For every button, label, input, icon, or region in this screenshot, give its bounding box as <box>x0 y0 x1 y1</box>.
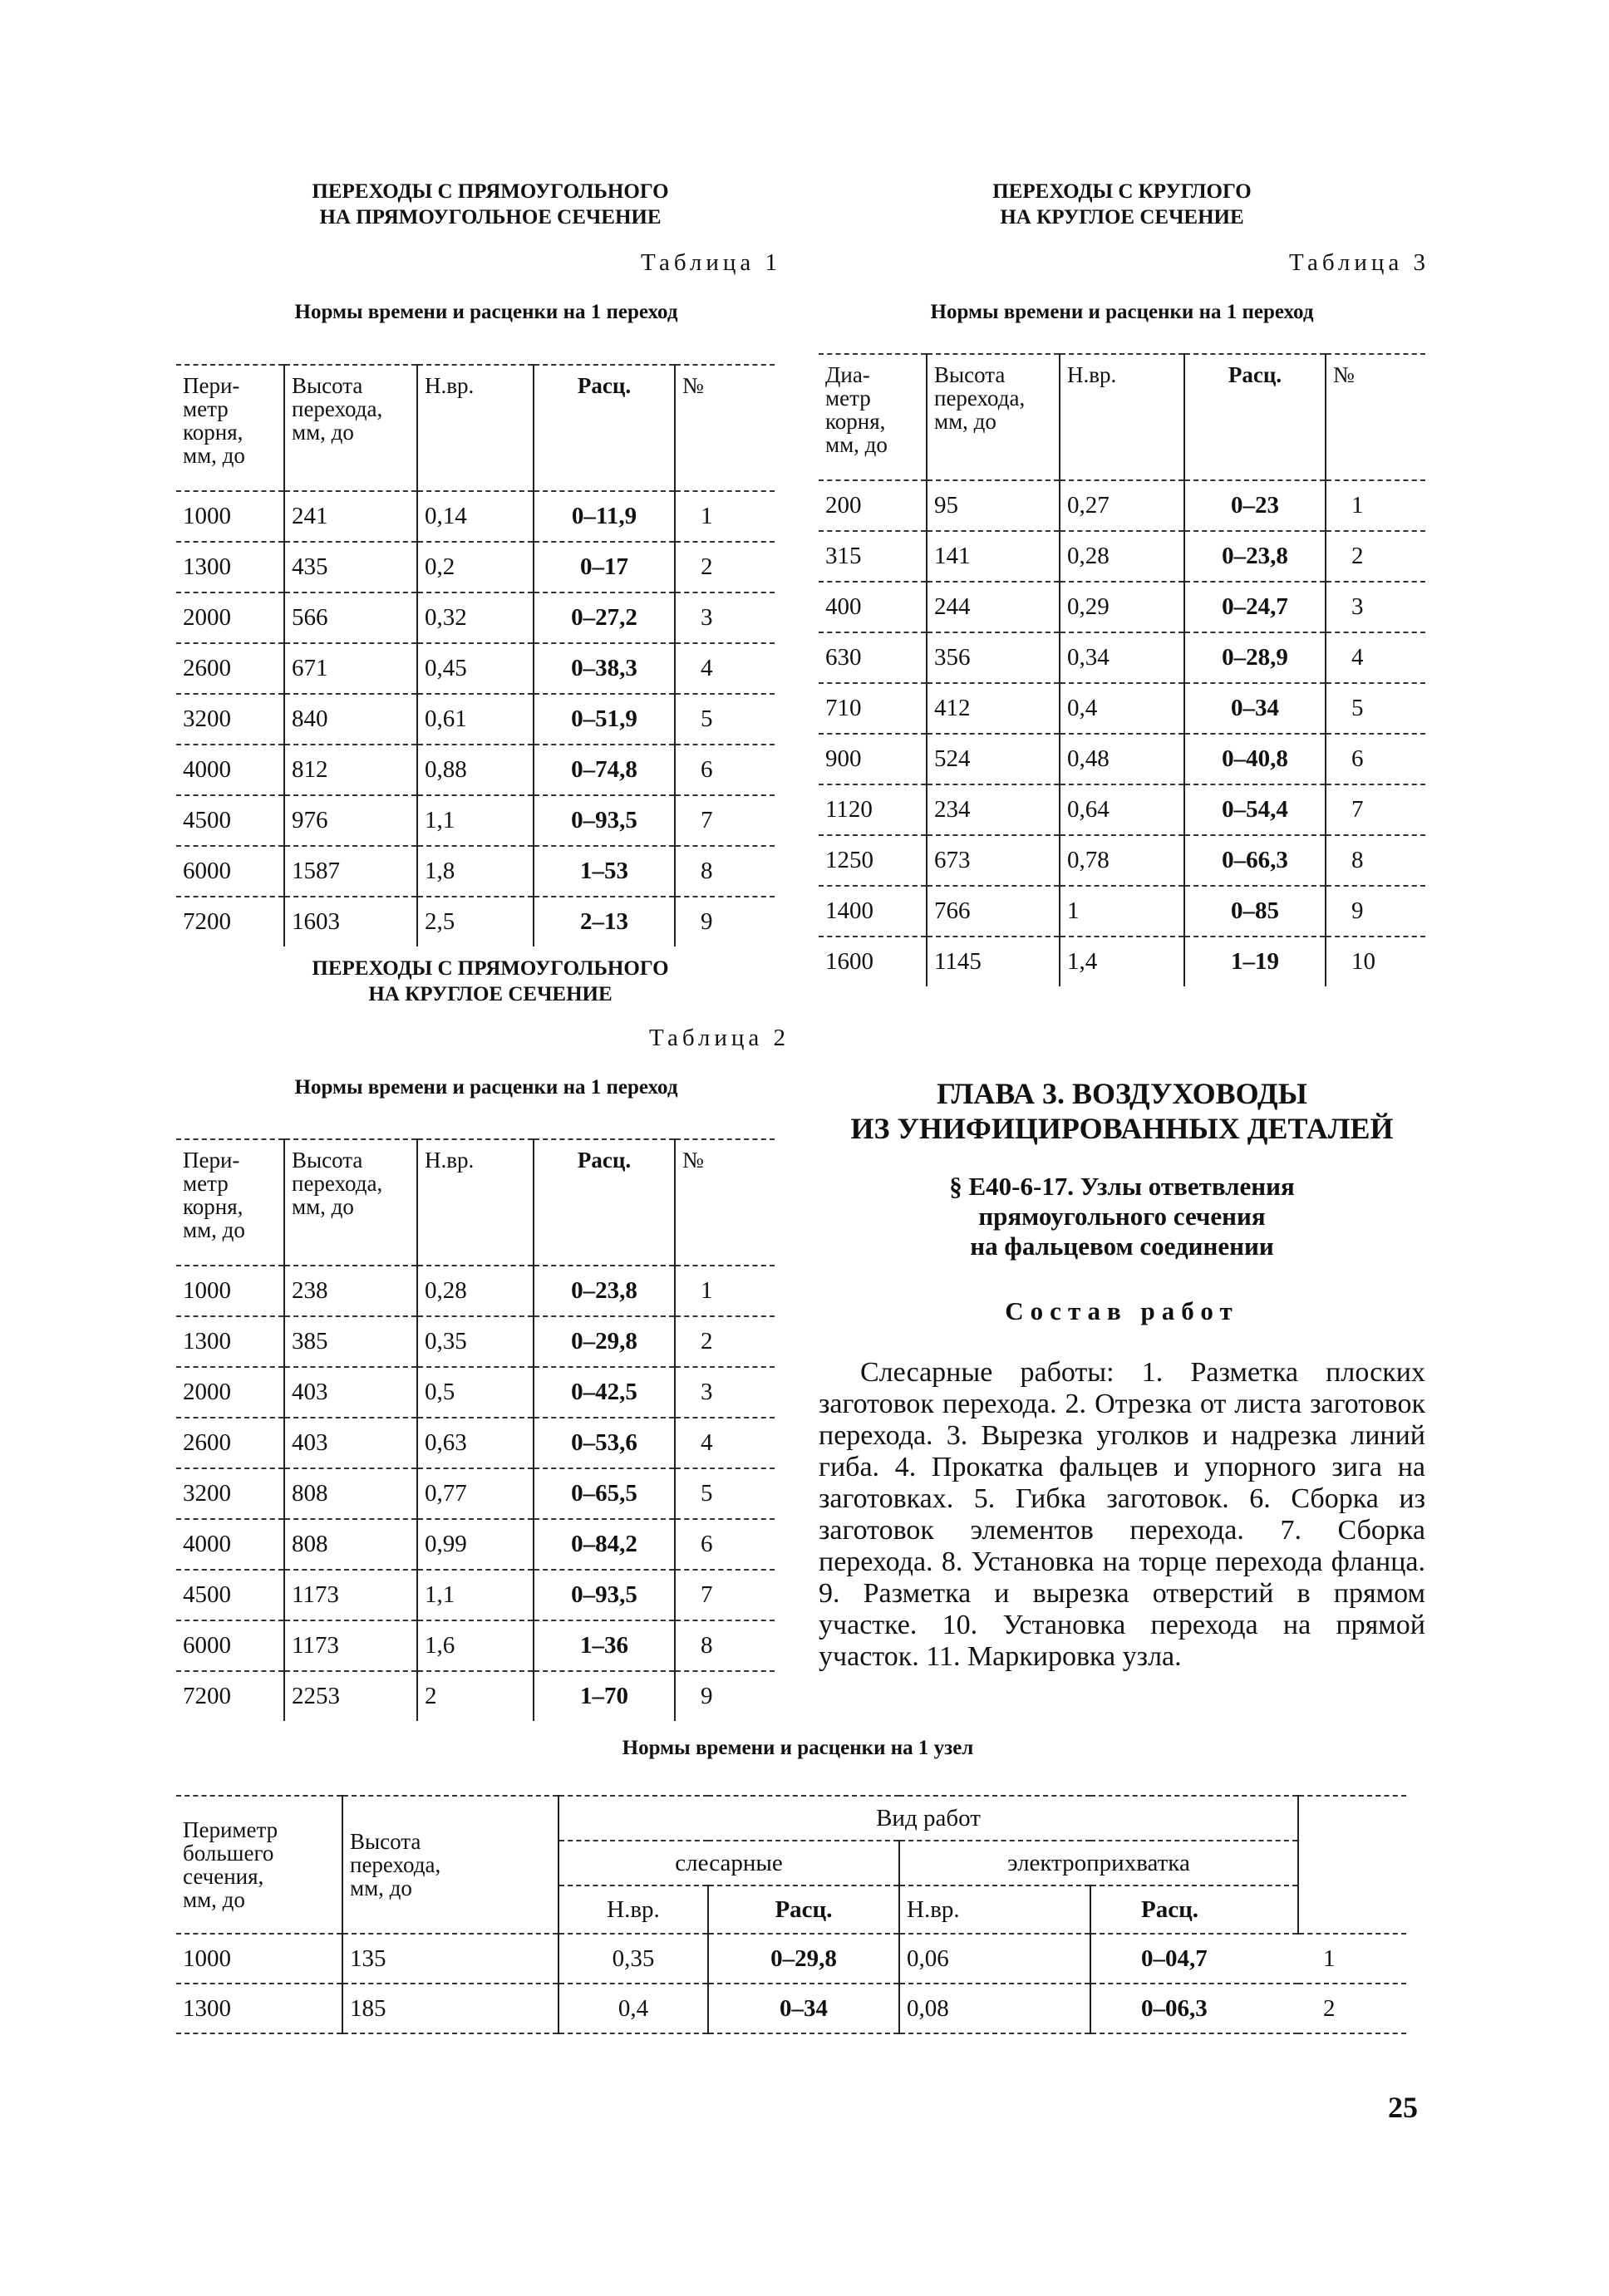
table2-header-cell: № <box>675 1139 775 1266</box>
table3-cell: 6 <box>1326 734 1425 784</box>
table1-row <box>176 897 775 946</box>
bottom-cell: 0,35 <box>558 1934 708 1984</box>
table3-cell: 400 <box>819 582 927 632</box>
bottom-cell: 0,4 <box>558 1984 708 2033</box>
table3-header-cell: Н.вр. <box>1060 354 1184 480</box>
bottom-rasc-2: Расц. <box>1090 1885 1298 1934</box>
table2-row <box>176 1570 775 1620</box>
table1-cell: 1–53 <box>534 846 675 897</box>
table1-cell: 2–13 <box>534 897 675 946</box>
table2-cell: 0,63 <box>417 1418 534 1468</box>
table1-cell: 0,61 <box>417 694 534 745</box>
table3-cell: 315 <box>819 531 927 582</box>
table2-cell: 0,77 <box>417 1468 534 1519</box>
table1-cell: 8 <box>675 846 775 897</box>
table1-cell: 0–27,2 <box>534 592 675 643</box>
table2-row <box>176 1519 775 1570</box>
table2-header-cell: Высота перехода, мм, до <box>284 1139 417 1266</box>
table3 <box>819 353 1425 986</box>
table1-cell: 3 <box>675 592 775 643</box>
chapter-title-line1: ГЛАВА 3. ВОЗДУХОВОДЫ <box>937 1077 1307 1110</box>
table1-cell: 2000 <box>176 592 284 643</box>
table3-row <box>819 683 1425 734</box>
table3-cell: 412 <box>927 683 1060 734</box>
table3-header-cell: Высота перехода, мм, до <box>927 354 1060 480</box>
table1-header-cell: Расц. <box>534 365 675 491</box>
table3-cell: 0,78 <box>1060 835 1184 886</box>
table3-row <box>819 937 1425 986</box>
table2-header-cell: Пери- метр корня, мм, до <box>176 1139 284 1266</box>
table3-row <box>819 734 1425 784</box>
table2-cell: 4500 <box>176 1570 284 1620</box>
table2-row <box>176 1266 775 1316</box>
chapter-title-line2: ИЗ УНИФИЦИРОВАННЫХ ДЕТАЛЕЙ <box>850 1112 1394 1145</box>
table1-cell: 1,8 <box>417 846 534 897</box>
table3-cell: 524 <box>927 734 1060 784</box>
table2-cell: 8 <box>675 1620 775 1671</box>
bottom-group-elektroprikhvatka: электроприхватка <box>899 1841 1298 1885</box>
table2-cell: 0–53,6 <box>534 1418 675 1468</box>
table3-cell: 0–85 <box>1184 886 1326 937</box>
table1-cell: 0–74,8 <box>534 745 675 795</box>
table3-caption: Нормы времени и расценки на 1 переход <box>930 301 1314 323</box>
bottom-cell: 0,06 <box>899 1934 1090 1984</box>
table3-cell: 1400 <box>819 886 927 937</box>
table3-cell: 900 <box>819 734 927 784</box>
table3-row <box>819 784 1425 835</box>
table2-cell: 1173 <box>284 1620 417 1671</box>
table3-cell: 1250 <box>819 835 927 886</box>
table3-cell: 630 <box>819 632 927 683</box>
table1-cell: 3200 <box>176 694 284 745</box>
table1-row <box>176 846 775 897</box>
table3-cell: 356 <box>927 632 1060 683</box>
bottom-row <box>176 1934 1406 1984</box>
table3-heading-line1: ПЕРЕХОДЫ С КРУГЛОГО <box>992 180 1252 203</box>
table1-cell: 6000 <box>176 846 284 897</box>
table1-cell: 5 <box>675 694 775 745</box>
table1-cell: 840 <box>284 694 417 745</box>
table3-cell: 141 <box>927 531 1060 582</box>
bottom-cell: 1000 <box>176 1934 342 1984</box>
table3-cell: 0,4 <box>1060 683 1184 734</box>
bottom-cell: 0,08 <box>899 1984 1090 2033</box>
table1-cell: 0,2 <box>417 542 534 592</box>
table1-row <box>176 542 775 592</box>
table1-cell: 671 <box>284 643 417 694</box>
table2-cell: 2000 <box>176 1367 284 1418</box>
page-number: 25 <box>1388 2091 1418 2124</box>
table3-cell: 4 <box>1326 632 1425 683</box>
bottom-cell: 0–04,7 <box>1090 1934 1298 1984</box>
table3-row <box>819 480 1425 531</box>
table2-cell: 1173 <box>284 1570 417 1620</box>
bottom-cell: 0–34 <box>708 1984 899 2033</box>
bottom-col-height: Высота перехода, мм, до <box>342 1796 558 1934</box>
table2-cell: 3 <box>675 1367 775 1418</box>
table1-cell: 976 <box>284 795 417 846</box>
table1-cell: 4000 <box>176 745 284 795</box>
table2-cell: 2 <box>675 1316 775 1367</box>
table1-cell: 0–51,9 <box>534 694 675 745</box>
table3-cell: 5 <box>1326 683 1425 734</box>
table2-row <box>176 1316 775 1367</box>
table3-cell: 200 <box>825 492 862 519</box>
table2-label: Таблица 2 <box>648 1025 790 1051</box>
table3-cell: 0–54,4 <box>1184 784 1326 835</box>
table1-cell: 9 <box>675 897 775 946</box>
table1-cell: 566 <box>284 592 417 643</box>
table2-cell: 3200 <box>176 1468 284 1519</box>
table2-cell: 4 <box>675 1418 775 1468</box>
table2-row <box>176 1620 775 1671</box>
table3-cell: 244 <box>927 582 1060 632</box>
section-title <box>823 1172 1421 1261</box>
table2-cell: 808 <box>284 1519 417 1570</box>
table1-cell: 1587 <box>284 846 417 897</box>
table1-label: Таблица 1 <box>640 249 781 276</box>
table3-cell: 1120 <box>819 784 927 835</box>
table2-cell: 2 <box>417 1671 534 1721</box>
table3-cell: 0–23 <box>1184 480 1326 531</box>
bottom-cell: 1 <box>1298 1934 1406 1984</box>
table1-row <box>176 795 775 846</box>
table3-cell: 710 <box>819 683 927 734</box>
table1-cell: 4 <box>675 643 775 694</box>
table1-heading <box>175 179 806 230</box>
table1-cell: 0–17 <box>534 542 675 592</box>
table2-cell: 0–23,8 <box>534 1266 675 1316</box>
table1-cell: 0,14 <box>417 491 534 542</box>
table1-row <box>176 643 775 694</box>
table2-row <box>176 1418 775 1468</box>
table3-row <box>819 531 1425 582</box>
table2-header-cell: Расц. <box>534 1139 675 1266</box>
table1-cell: 2600 <box>176 643 284 694</box>
table2-cell: 4000 <box>176 1519 284 1570</box>
table1-cell: 1300 <box>176 542 284 592</box>
bottom-rasc-1: Расц. <box>708 1885 899 1934</box>
table3-cell: 1600 <box>819 937 927 986</box>
table1-cell: 1,1 <box>417 795 534 846</box>
table1-cell: 6 <box>675 745 775 795</box>
table2-row <box>176 1671 775 1721</box>
table1-heading-line2: НА ПРЯМОУГОЛЬНОЕ СЕЧЕНИЕ <box>319 206 662 229</box>
bottom-num-header-cell <box>1298 1885 1406 1934</box>
table2-cell: 7 <box>675 1570 775 1620</box>
table3-cell: 1–19 <box>1184 937 1326 986</box>
table2-cell: 9 <box>675 1671 775 1721</box>
table1-row <box>176 592 775 643</box>
section-title-line1: § Е40-6-17. Узлы ответвления <box>949 1172 1295 1201</box>
table3-cell: 0,29 <box>1060 582 1184 632</box>
table3-cell: 9 <box>1326 886 1425 937</box>
bottom-cell: 185 <box>342 1984 558 2033</box>
bottom-cell: 0–29,8 <box>708 1934 899 1984</box>
table3-header-cell: № <box>1326 354 1425 480</box>
table1-header-cell: Пери- метр корня, мм, до <box>176 365 284 491</box>
table2-cell: 0,35 <box>417 1316 534 1367</box>
table2-cell: 0–65,5 <box>534 1468 675 1519</box>
table3-label: Таблица 3 <box>1288 249 1429 276</box>
table2-cell: 5 <box>675 1468 775 1519</box>
bottom-col-perimeter: Периметр большего сечения, мм, до <box>176 1796 342 1934</box>
table1-header-cell: Высота перехода, мм, до <box>284 365 417 491</box>
table2-cell: 1000 <box>183 1277 231 1304</box>
table2-cell: 6000 <box>176 1620 284 1671</box>
table3-cell: 0–24,7 <box>1184 582 1326 632</box>
table3-cell: 0–66,3 <box>1184 835 1326 886</box>
table3-cell: 2 <box>1326 531 1425 582</box>
table3-cell: 8 <box>1326 835 1425 886</box>
table3-cell: 3 <box>1326 582 1425 632</box>
section-title-line2: прямоугольного сечения <box>978 1202 1266 1231</box>
table1-cell: 4500 <box>176 795 284 846</box>
table2-cell: 0,99 <box>417 1519 534 1570</box>
table2-cell: 403 <box>284 1367 417 1418</box>
table1-header-cell: № <box>675 365 775 491</box>
bottom-cell: 2 <box>1298 1984 1406 2033</box>
table3-cell: 0,64 <box>1060 784 1184 835</box>
table1-cell: 0–11,9 <box>534 491 675 542</box>
table2-heading-line2: НА КРУГЛОЕ СЕЧЕНИЕ <box>368 983 613 1005</box>
table3-cell: 10 <box>1326 937 1425 986</box>
table1-cell: 0–93,5 <box>534 795 675 846</box>
table3-cell: 1 <box>1060 886 1184 937</box>
bottom-cell: 0–06,3 <box>1090 1984 1298 2033</box>
bottom-group-slesarnye: слесарные <box>558 1841 899 1885</box>
bottom-num-header <box>1298 1796 1406 1885</box>
table1-cell: 0,45 <box>417 643 534 694</box>
bottom-cell: 1300 <box>176 1984 342 2033</box>
work-composition-heading: Состав работ <box>1005 1296 1239 1325</box>
table1-cell: 2 <box>675 542 775 592</box>
table1-cell: 0–38,3 <box>534 643 675 694</box>
table3-header-cell: Расц. <box>1184 354 1326 480</box>
bottom-nvr-2: Н.вр. <box>899 1885 1090 1934</box>
table1-cell: 0,88 <box>417 745 534 795</box>
bottom-cell: 135 <box>342 1934 558 1984</box>
table2-cell: 0–93,5 <box>534 1570 675 1620</box>
table1-cell: 7 <box>675 795 775 846</box>
table2-heading <box>175 956 806 1007</box>
table1-cell: 1603 <box>284 897 417 946</box>
table1-cell: 1000 <box>183 503 231 529</box>
table2-cell: 1–36 <box>534 1620 675 1671</box>
table2-cell: 0,5 <box>417 1367 534 1418</box>
table1 <box>176 364 775 946</box>
table1-heading-line1: ПЕРЕХОДЫ С ПРЯМОУГОЛЬНОГО <box>312 180 669 203</box>
table3-heading-line2: НА КРУГЛОЕ СЕЧЕНИЕ <box>1000 206 1244 229</box>
table2-cell: 1–70 <box>534 1671 675 1721</box>
table2-caption: Нормы времени и расценки на 1 переход <box>294 1076 678 1099</box>
table3-cell: 0,28 <box>1060 531 1184 582</box>
table2-cell: 7200 <box>176 1671 284 1721</box>
table1-header-cell: Н.вр. <box>417 365 534 491</box>
table2 <box>176 1138 775 1721</box>
table2-cell: 1300 <box>176 1316 284 1367</box>
table3-cell: 0,27 <box>1060 480 1184 531</box>
table3-header-cell: Диа- метр корня, мм, до <box>819 354 927 480</box>
table1-cell: 435 <box>284 542 417 592</box>
table3-cell: 234 <box>927 784 1060 835</box>
table3-row <box>819 886 1425 937</box>
table3-row <box>819 582 1425 632</box>
bottom-row <box>176 1984 1406 2033</box>
table1-cell: 1 <box>675 491 775 542</box>
table2-heading-line1: ПЕРЕХОДЫ С ПРЯМОУГОЛЬНОГО <box>312 957 669 980</box>
bottom-table-caption: Нормы времени и расценки на 1 узел <box>622 1737 974 1759</box>
table3-cell: 1 <box>1326 480 1425 531</box>
section-title-line3: на фальцевом соединении <box>970 1232 1274 1261</box>
table3-cell: 673 <box>927 835 1060 886</box>
table3-cell: 1,4 <box>1060 937 1184 986</box>
table3-row <box>819 835 1425 886</box>
table2-cell: 2253 <box>284 1671 417 1721</box>
table2-cell: 808 <box>284 1468 417 1519</box>
table3-cell: 95 <box>927 480 1060 531</box>
table3-cell: 0–34 <box>1184 683 1326 734</box>
table1-cell: 7200 <box>176 897 284 946</box>
table3-cell: 7 <box>1326 784 1425 835</box>
table2-cell: 1,1 <box>417 1570 534 1620</box>
table1-row <box>176 745 775 795</box>
table2-cell: 385 <box>284 1316 417 1367</box>
table1-row <box>176 491 775 542</box>
table2-cell: 0,28 <box>417 1266 534 1316</box>
table1-row <box>176 694 775 745</box>
table2-cell: 0–84,2 <box>534 1519 675 1570</box>
table3-cell: 0,34 <box>1060 632 1184 683</box>
table3-cell: 0,48 <box>1060 734 1184 784</box>
table3-cell: 0–23,8 <box>1184 531 1326 582</box>
bottom-table <box>176 1795 1406 2034</box>
table1-cell: 0,32 <box>417 592 534 643</box>
bottom-nvr-1: Н.вр. <box>558 1885 708 1934</box>
table2-cell: 0–29,8 <box>534 1316 675 1367</box>
bottom-vid-rabot: Вид работ <box>558 1796 1298 1841</box>
chapter-title <box>823 1076 1421 1146</box>
table2-cell: 403 <box>284 1418 417 1468</box>
table3-cell: 0–28,9 <box>1184 632 1326 683</box>
table2-cell: 2600 <box>176 1418 284 1468</box>
table2-header-cell: Н.вр. <box>417 1139 534 1266</box>
table2-cell: 1,6 <box>417 1620 534 1671</box>
table1-caption: Нормы времени и расценки на 1 переход <box>294 301 678 323</box>
table1-cell: 812 <box>284 745 417 795</box>
table3-heading <box>814 179 1429 230</box>
table2-cell: 6 <box>675 1519 775 1570</box>
table2-cell: 238 <box>284 1266 417 1316</box>
work-composition-text: Слесарные работы: 1. Разметка плоских заготовок перехода. 2. Отрезка от листа заготовок перехода. 3. Вырезка уголков и надрезка линий гиба. 4. Прокатка фальцев и упорного зига на заготовках. 5. Гибка заготовок. 6. Сборка из заготовок элементов перехода. 7. Сборка перехода. 8. Установка на торце перехода фланца. 9. Разметка и вырезка отверстий в прямом участке. 10. Установка перехода на прямой участок. 11. Маркировка узла. <box>819 1357 1425 1672</box>
table2-row <box>176 1367 775 1418</box>
table2-cell: 1 <box>675 1266 775 1316</box>
table3-row <box>819 632 1425 683</box>
table1-cell: 2,5 <box>417 897 534 946</box>
table2-cell: 0–42,5 <box>534 1367 675 1418</box>
table2-row <box>176 1468 775 1519</box>
table3-cell: 1145 <box>927 937 1060 986</box>
table1-cell: 241 <box>284 491 417 542</box>
table3-cell: 0–40,8 <box>1184 734 1326 784</box>
table3-cell: 766 <box>927 886 1060 937</box>
